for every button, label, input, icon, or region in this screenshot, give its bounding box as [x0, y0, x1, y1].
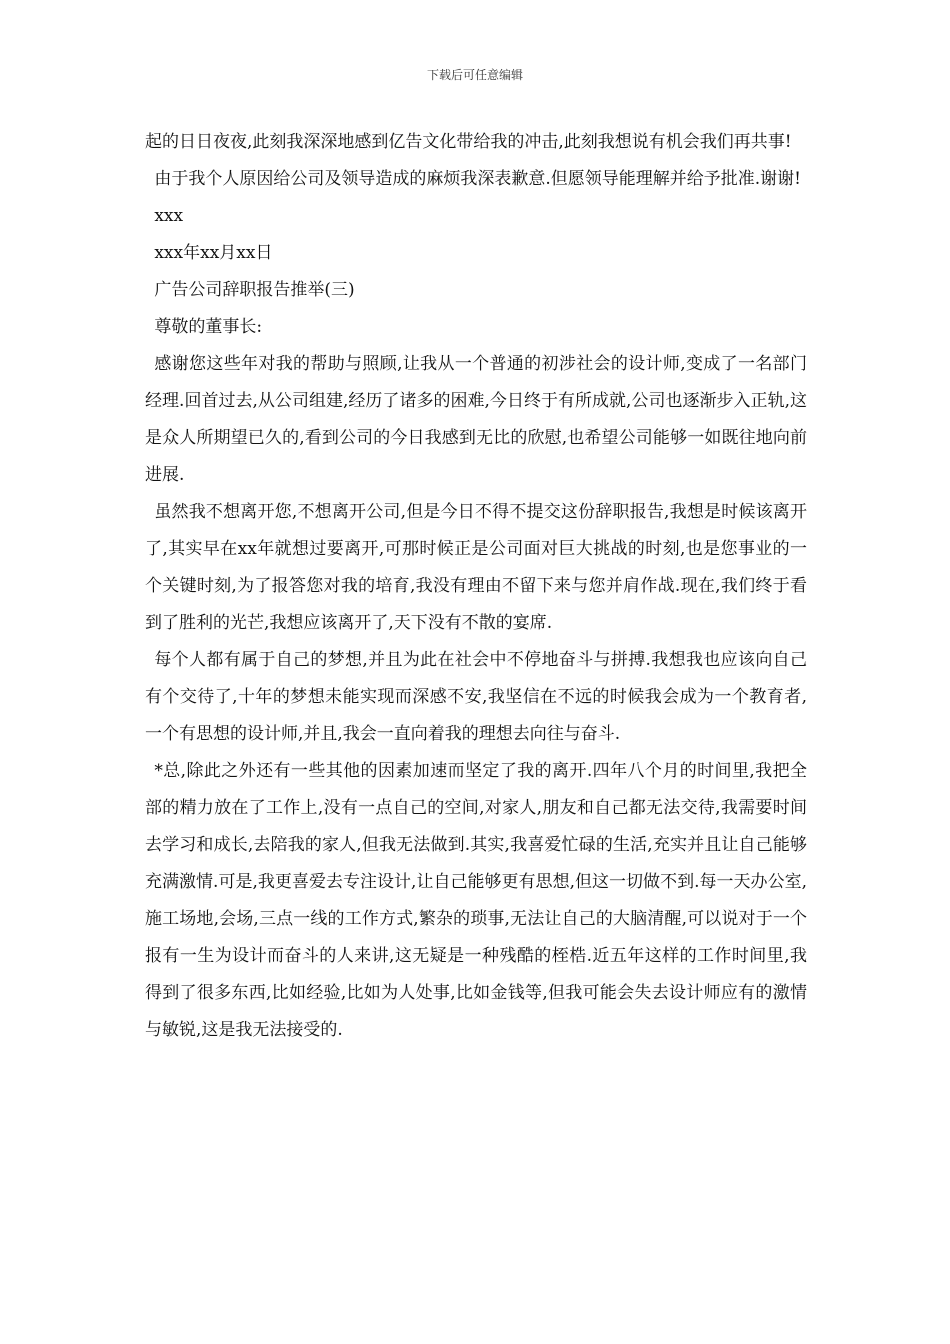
- salutation: 尊敬的董事长:: [154, 317, 263, 337]
- document-body: [145, 124, 807, 1049]
- page-header: 下载后可任意编辑: [426, 68, 523, 82]
- paragraph-continuation: 起的日日夜夜,此刻我深深地感到亿告文化带给我的冲击,此刻我想说有机会我们再共事!: [145, 132, 792, 152]
- signature-name: xxx: [154, 206, 184, 226]
- paragraph-other-factors: *总,除此之外还有一些其他的因素加速而坚定了我的离开.四年八个月的时间里,我把全部的精力放在了工作上,没有一点自己的空间,对家人,朋友和自己都无法交待,我需要时间去学习和成长,去陪我的家人,但我无法做到.其实,我喜爱忙碌的生活,充实并且让自己能够充满激情.可是,我更喜爱去专注设计,让自己能够更有思想,但这一切做不到.每一天办公室,施工场地,会场,三点一线的工作方式,繁杂的琐事,无法让自己的大脑清醒,可以说对于一个报有一生为设计而奋斗的人来讲,这无疑是一种残酷的桎梏.近五年这样的工作时间里,我得到了很多东西,比如经验,比如为人处事,比如金钱等,但我可能会失去设计师应有的激情与敏锐,这是我无法接受的.: [145, 761, 807, 1040]
- section-title: 广告公司辞职报告推举(三): [154, 280, 355, 300]
- signature-date: xxx年xx月xx日: [154, 243, 273, 263]
- paragraph-thanks: 感谢您这些年对我的帮助与照顾,让我从一个普通的初涉社会的设计师,变成了一名部门经理.回首过去,从公司组建,经历了诸多的困难,今日终于有所成就,公司也逐渐步入正轨,这是众人所期望已久的,看到公司的今日我感到无比的欣慰,也希望公司能够一如既往地向前进展.: [145, 354, 807, 485]
- paragraph-apology: 由于我个人原因给公司及领导造成的麻烦我深表歉意.但愿领导能理解并给予批准.谢谢!: [154, 169, 801, 189]
- paragraph-reason-leaving: 虽然我不想离开您,不想离开公司,但是今日不得不提交这份辞职报告,我想是时候该离开了,其实早在xx年就想过要离开,可那时候正是公司面对巨大挑战的时刻,也是您事业的一个关键时刻,为了报答您对我的培育,我没有理由不留下来与您并肩作战.现在,我们终于看到了胜利的光芒,我想应该离开了,天下没有不散的宴席.: [145, 502, 807, 633]
- paragraph-dream: 每个人都有属于自己的梦想,并且为此在社会中不停地奋斗与拼搏.我想我也应该向自己有个交待了,十年的梦想未能实现而深感不安,我坚信在不远的时候我会成为一个教育者,一个有思想的设计师,并且,我会一直向着我的理想去向往与奋斗.: [145, 650, 807, 744]
